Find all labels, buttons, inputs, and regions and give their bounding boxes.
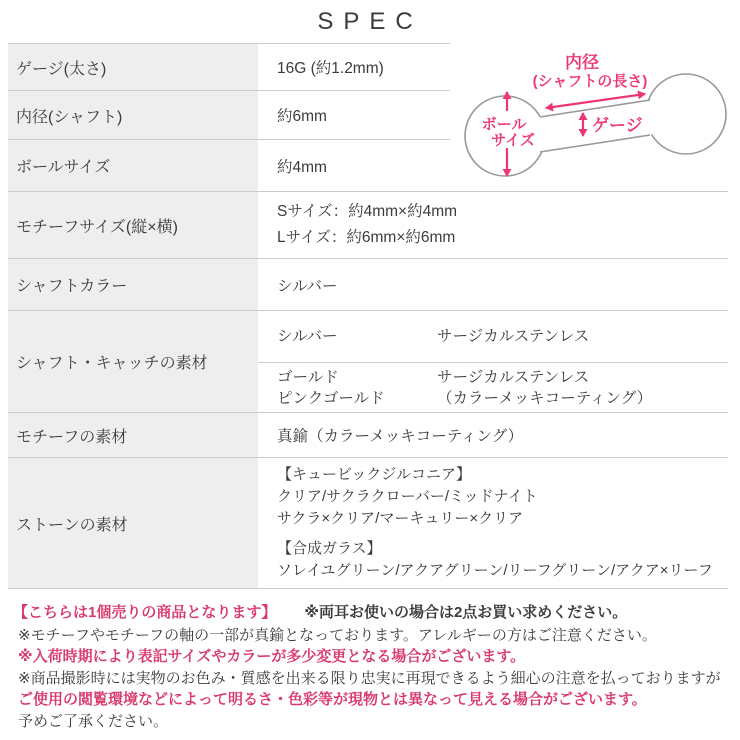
material-name-gold: サージカルステンレス （カラーメッキコーティング）	[437, 368, 653, 407]
spec-label-shaft-catch-material: シャフト・キャッチの素材	[8, 311, 258, 412]
spec-row-motif-material	[8, 413, 728, 458]
stone-group-synthetic-glass: 【合成ガラス】 ソレイユグリーン/アクアグリーン/リーフグリーン/アクア×リーフ	[277, 540, 713, 579]
material-name-silver: サージカルステンレス	[437, 328, 590, 345]
stone-group-cubic-zirconia: 【キュービックジルコニア】 クリア/サクラクローバー/ミッドナイト サクラ×クリア/マーキュリー×クリア	[277, 466, 538, 527]
spec-value-motif-size-s: Sサイズ：約4mm×約4mm	[277, 203, 458, 220]
footer-notes	[0, 602, 740, 732]
spec-value-motif-material: 真鍮（カラーメッキコーティング）	[277, 428, 524, 445]
material-color-gold: ゴールド ピンクゴールド	[277, 368, 385, 407]
shaft-catch-material-silver-row	[258, 311, 728, 363]
note-size-color-change: ※入荷時期により表記サイズやカラーが多少変更となる場合がございます。	[18, 648, 526, 665]
spec-row-shaft-catch-material	[8, 311, 728, 413]
spec-value-gauge: 16G (約1.2mm)	[277, 60, 384, 77]
spec-value-shaft: 約6mm	[277, 108, 327, 125]
material-color-silver: シルバー	[277, 328, 338, 345]
ball-size-label-line1: ボール	[481, 116, 527, 133]
spec-label-stone-material: ストーンの素材	[8, 458, 258, 588]
note-photo-accuracy: ※商品撮影時には実物のお色み・質感を出来る限り忠実に再現できるよう細心の注意を払っておりますが	[18, 669, 721, 687]
spec-label-ball: ボールサイズ	[8, 140, 258, 191]
barbell-diagram-illustration	[450, 36, 740, 186]
spec-label-motif-material: モチーフの素材	[8, 413, 258, 457]
spec-row-shaft-color	[8, 259, 728, 311]
note-both-ears: ※両耳お使いの場合は2点お買い求めください。	[304, 604, 628, 621]
ball-size-label-line2: サイズ	[491, 132, 535, 149]
shaft-catch-material-gold-row	[258, 363, 728, 412]
note-understanding: 予めご了承ください。	[18, 712, 169, 730]
spec-label-shaft: 内径(シャフト)	[8, 91, 258, 139]
page-title: SPEC	[317, 8, 423, 35]
note-single-item-highlight: 【こちらは1個売りの商品となります】	[13, 604, 277, 621]
note-brass-allergy: ※モチーフやモチーフの軸の一部が真鍮となっております。アレルギーの方はご注意ください。	[18, 626, 657, 644]
spec-label-motif-size: モチーフサイズ(縦×横)	[8, 192, 258, 258]
inner-diameter-sublabel: (シャフトの長さ)	[532, 73, 648, 90]
spec-row-motif-size	[8, 192, 728, 259]
spec-row-stone-material	[8, 458, 728, 589]
spec-value-shaft-color: シルバー	[277, 277, 338, 295]
gauge-label: ゲージ	[592, 116, 643, 135]
spec-value-motif-size-l: Lサイズ：約6mm×約6mm	[277, 229, 456, 246]
note-single-item	[0, 602, 740, 624]
spec-label-gauge: ゲージ(太さ)	[8, 44, 258, 90]
spec-value-ball: 約4mm	[277, 158, 327, 176]
spec-label-shaft-color: シャフトカラー	[8, 259, 258, 310]
note-display-difference: ご使用の閲覧環境などによって明るさ・色彩等が現物とは異なって見える場合がございます。	[18, 691, 647, 708]
size-diagram	[450, 36, 740, 186]
inner-diameter-label: 内径	[565, 53, 599, 72]
